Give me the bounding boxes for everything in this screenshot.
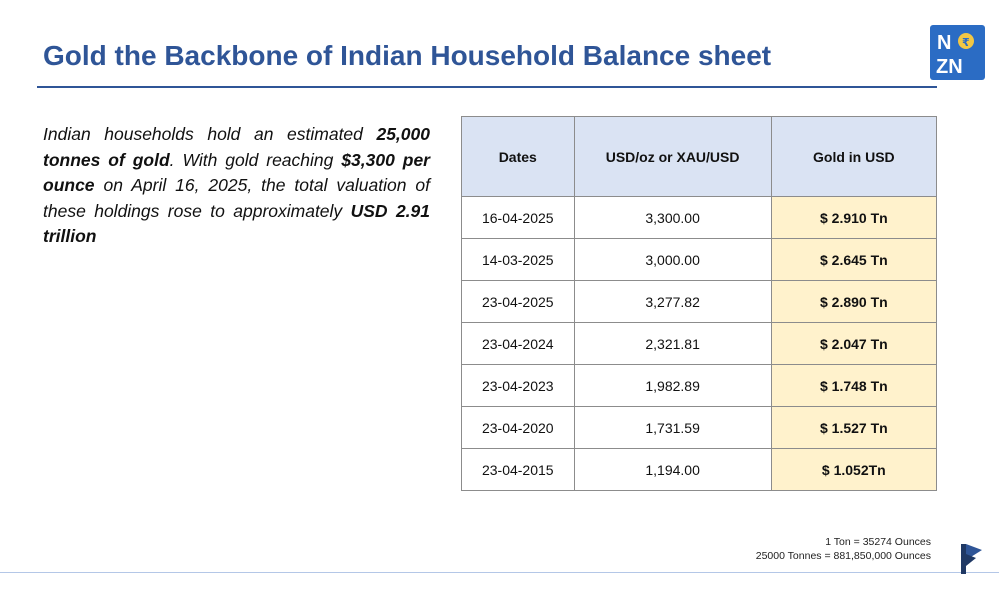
cell-date: 14-03-2025 bbox=[462, 239, 575, 281]
table-row bbox=[462, 407, 937, 449]
note-line-2: 25000 Tonnes = 881,850,000 Ounces bbox=[755, 550, 931, 562]
note-line-1: 1 Ton = 35274 Ounces bbox=[825, 536, 931, 548]
logo-bottom-text: ZN bbox=[936, 56, 963, 78]
cell-gold: $ 2.645 Tn bbox=[771, 239, 936, 281]
cell-date: 16-04-2025 bbox=[462, 197, 575, 239]
cell-usd: 2,321.81 bbox=[574, 323, 771, 365]
intro-bold-tonnes: 25,000 tonnes of gold bbox=[43, 124, 430, 170]
table-row bbox=[462, 449, 937, 491]
cell-usd: 3,300.00 bbox=[574, 197, 771, 239]
pennant-logo-icon bbox=[958, 542, 984, 581]
cell-gold: $ 2.890 Tn bbox=[771, 281, 936, 323]
cell-usd: 1,731.59 bbox=[574, 407, 771, 449]
cell-gold: $ 1.748 Tn bbox=[771, 365, 936, 407]
page-title: Gold the Backbone of Indian Household Balance sheet bbox=[43, 40, 772, 71]
cell-date: 23-04-2024 bbox=[462, 323, 575, 365]
title-divider bbox=[37, 86, 937, 88]
table-row bbox=[462, 281, 937, 323]
footer-divider bbox=[0, 572, 999, 573]
gold-valuation-table bbox=[461, 116, 937, 491]
table-header-row bbox=[462, 117, 937, 197]
table-row bbox=[462, 365, 937, 407]
cell-usd: 3,277.82 bbox=[574, 281, 771, 323]
cell-gold: $ 2.910 Tn bbox=[771, 197, 936, 239]
cell-gold: $ 2.047 Tn bbox=[771, 323, 936, 365]
svg-text:₹: ₹ bbox=[962, 36, 970, 49]
cell-date: 23-04-2025 bbox=[462, 281, 575, 323]
cell-usd: 1,982.89 bbox=[574, 365, 771, 407]
cell-date: 23-04-2023 bbox=[462, 365, 575, 407]
cell-gold: $ 1.527 Tn bbox=[771, 407, 936, 449]
cell-gold: $ 1.052Tn bbox=[771, 449, 936, 491]
table-row bbox=[462, 197, 937, 239]
cell-usd: 1,194.00 bbox=[574, 449, 771, 491]
nzn-logo-icon bbox=[930, 25, 985, 80]
table-row bbox=[462, 239, 937, 281]
cell-date: 23-04-2015 bbox=[462, 449, 575, 491]
intro-bold-price: $3,300 per ounce bbox=[43, 149, 430, 195]
intro-paragraph: Indian households hold an estimated 25,000 tonnes of gold. With gold reaching $3,300 per ounce on April 16, 2025, the total valuation of these holdings rose to approximately USD 2.91 trillion bbox=[43, 124, 431, 246]
conversion-notes bbox=[756, 535, 931, 563]
header-dates: Dates bbox=[462, 117, 575, 197]
logo-top-text: N bbox=[937, 32, 952, 54]
table-row bbox=[462, 323, 937, 365]
header-gold-usd: Gold in USD bbox=[771, 117, 936, 197]
cell-usd: 3,000.00 bbox=[574, 239, 771, 281]
header-usd-oz: USD/oz or XAU/USD bbox=[574, 117, 771, 197]
cell-date: 23-04-2020 bbox=[462, 407, 575, 449]
intro-bold-valuation: USD 2.91 trillion bbox=[43, 200, 431, 246]
